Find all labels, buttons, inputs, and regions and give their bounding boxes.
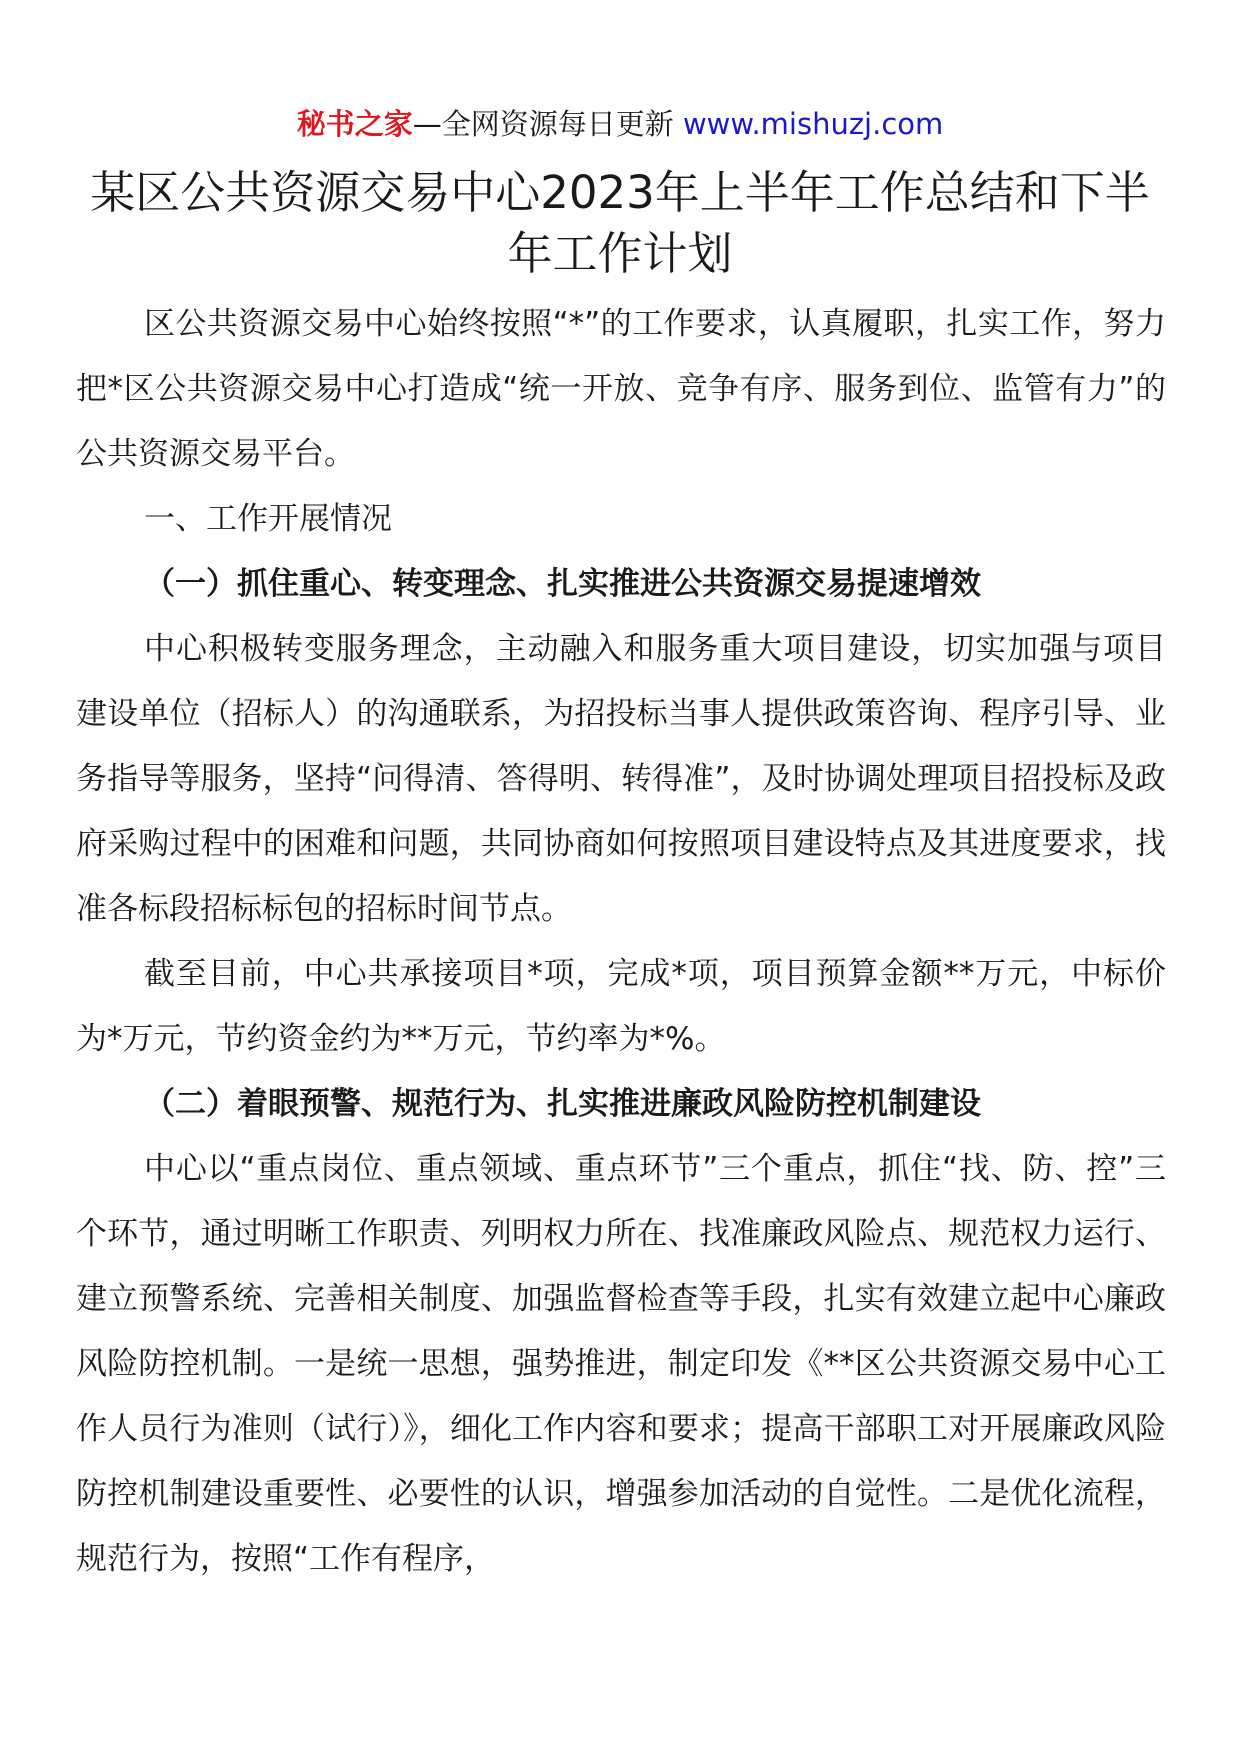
subsection-heading: （二）着眼预警、规范行为、扎实推进廉政风险防控机制建设 — [144, 1086, 981, 1122]
banner-slogan: —全网资源每日更新 — [412, 107, 683, 141]
document-body — [76, 292, 1166, 1592]
brand-name: 秘书之家 — [296, 107, 413, 141]
site-url-link[interactable]: www.mishuzj.com — [682, 107, 944, 141]
document-title: 某区公共资源交易中心2023年上半年工作总结和下半年工作计划 — [90, 166, 1150, 280]
subsection-heading: （一）抓住重心、转变理念、扎实推进公共资源交易提速增效 — [144, 566, 981, 602]
site-banner — [0, 104, 1240, 144]
body-paragraph: 中心积极转变服务理念，主动融入和服务重大项目建设，切实加强与项目建设单位（招标人）的沟通联系，为招投标当事人提供政策咨询、程序引导、业务指导等服务，坚持“问得清、答得明、转得准”，及时协调处理项目招投标及政府采购过程中的困难和问题，共同协商如何按照项目建设特点及其进度要求，找准各标段招标标包的招标时间节点。 — [76, 631, 1166, 927]
intro-paragraph: 区公共资源交易中心始终按照“*”的工作要求，认真履职，扎实工作，努力把*区公共资源交易中心打造成“统一开放、竞争有序、服务到位、监管有力”的公共资源交易平台。 — [76, 306, 1166, 472]
body-paragraph: 截至目前，中心共承接项目*项，完成*项，项目预算金额**万元，中标价为*万元，节约资金约为**万元，节约率为*%。 — [76, 956, 1166, 1057]
body-paragraph: 中心以“重点岗位、重点领域、重点环节”三个重点，抓住“找、防、控”三个环节，通过明晰工作职责、列明权力所在、找准廉政风险点、规范权力运行、建立预警系统、完善相关制度、加强监督检查等手段，扎实有效建立起中心廉政风险防控机制。一是统一思想，强势推进，制定印发《**区公共资源交易中心工作人员行为准则（试行）》，细化工作内容和要求；提高干部职工对开展廉政风险防控机制建设重要性、必要性的认识，增强参加活动的自觉性。二是优化流程，规范行为，按照“工作有程序， — [76, 1151, 1166, 1577]
section-heading: 一、工作开展情况 — [144, 501, 392, 537]
